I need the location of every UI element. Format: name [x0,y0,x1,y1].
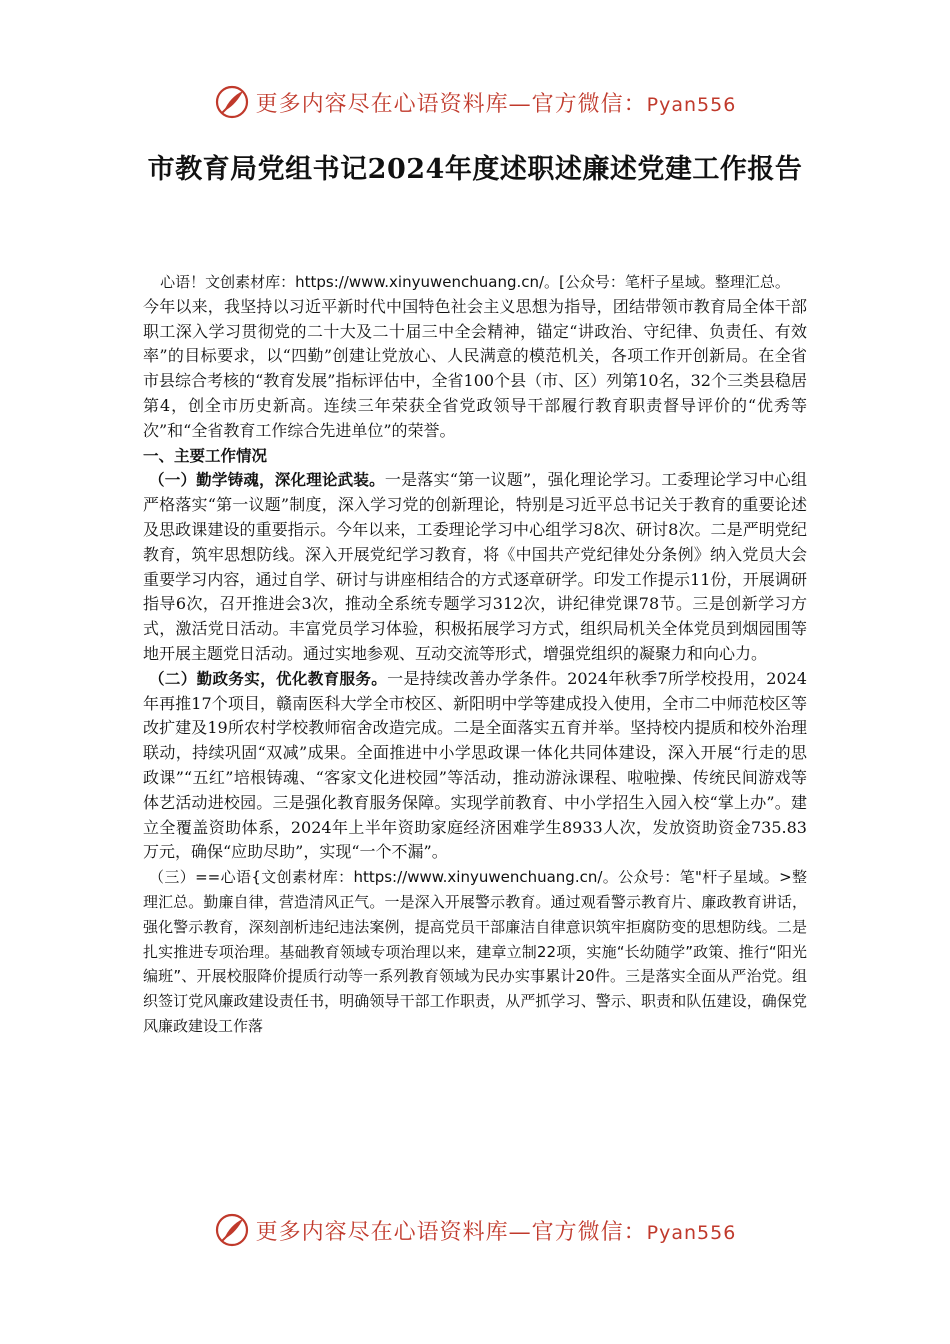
source-note: 心语！文创素材库：https://www.xinyuwenchuang.cn/。[公众号：笔杆子星域。整理汇总。 [160,273,790,291]
header-banner [0,82,950,122]
footer-banner [0,1210,950,1250]
intro-paragraph: 今年以来，我坚持以习近平新时代中国特色社会主义思想为指导，团结带领市教育局全体干部职工深入学习贯彻党的二十大及二十届三中全会精神，锚定“讲政治、守纪律、负责任、有效率”的目标要求，以“四勤”创建让党放心、人民满意的模范机关，各项工作开创新局。在全省市县综合考核的“教育发展”指标评估中，全省100个县（市、区）列第10名，32个三类县稳居第4，创全市历史新高。连续三年荣获全省党政领导干部履行教育职责督导评价的“优秀等次”和“全省教育工作综合先进单位”的荣誉。 [143,296,807,440]
paragraph-1-body: 一是落实“第一议题”，强化理论学习。工委理论学习中心组严格落实“第一议题”制度，深入学习党的创新理论，特别是习近平总书记关于教育的重要论述及思政课建设的重要指示。今年以来，工委理论学习中心组学习8次、研讨8次。二是严明党纪教育，筑牢思想防线。深入开展党纪学习教育，将《中国共产党纪律处分条例》纳入党员大会重要学习内容，通过自学、研讨与讲座相结合的方式逐章研学。印发工作提示11份，开展调研指导6次，召开推进会3次，推动全系统专题学习312次，讲纪律党课78节。三是创新学习方式，激活党日活动。丰富党员学习体验，积极拓展学习方式，组织局机关全体党员到烟园围等地开展主题党日活动。通过实地参观、互动交流等形式，增强党组织的凝聚力和向心力。 [143,470,807,663]
paragraph-2-body: 一是持续改善办学条件。2024年秋季7所学校投用，2024年再推17个项目，赣南医科大学全市校区、新阳明中学等建成投入使用，全市二中师范校区等改扩建及19所农村学校教师宿舍改造完成。二是全面落实五育并举。坚持校内提质和校外治理联动，持续巩固“双减”成果。全面推进中小学思政课一体化共同体建设，深入开展“行走的思政课”“五红”培根铸魂、“客家文化进校园”等活动，推动游泳课程、啦啦操、传统民间游戏等体艺活动进校园。三是强化教育服务保障。实现学前教育、中小学招生入园入校“掌上办”。建立全覆盖资助体系，2024年上半年资助家庭经济困难学生8933人次，发放资助资金735.83万元，确保“应助尽助”，实现“一个不漏”。 [143,668,807,862]
document-body [143,270,807,1039]
quill-pen-icon [214,1212,250,1248]
paragraph-1 [143,468,807,666]
document-title: 市教育局党组书记2024年度述职述廉述党建工作报告 [147,154,803,185]
paragraph-2 [143,667,807,865]
paragraph-1-lead: （一）勤学铸魂，深化理论武装。 [149,471,385,490]
banner-wechat-id: Pyan556 [646,93,737,116]
paragraph-3: （三）==心语{文创素材库：https://www.xinyuwenchuang.cn/。公众号：笔"杆子星域。>整理汇总。勤廉自律，营造清风正气。一是深入开展警示教育。通过观看警示教育片、廉政教育讲话，强化警示教育，深刻剖析违纪违法案例，提高党员干部廉洁自律意识筑牢拒腐防变的思想防线。二是扎实推进专项治理。基础教育领域专项治理以来，建章立制22项，实施“长幼随学”政策、推行“阳光编班”、开展校服降价提质行动等一系列教育领域为民办实事累计20件。三是落实全面从严治党。组织签订党风廉政建设责任书，明确领导干部工作职责，从严抓学习、警示、职责和队伍建设，确保党风廉政建设工作落 [143,868,807,1035]
quill-pen-icon [214,84,250,120]
banner-text: 更多内容尽在心语资料库—官方微信：Pyan556 [255,91,737,117]
paragraph-2-lead: （二）勤政务实，优化教育服务。 [149,669,388,688]
banner-wechat-id: Pyan556 [646,1221,737,1244]
banner-text: 更多内容尽在心语资料库—官方微信：Pyan556 [255,1219,737,1245]
section-heading-1: 一、主要工作情况 [143,446,268,465]
